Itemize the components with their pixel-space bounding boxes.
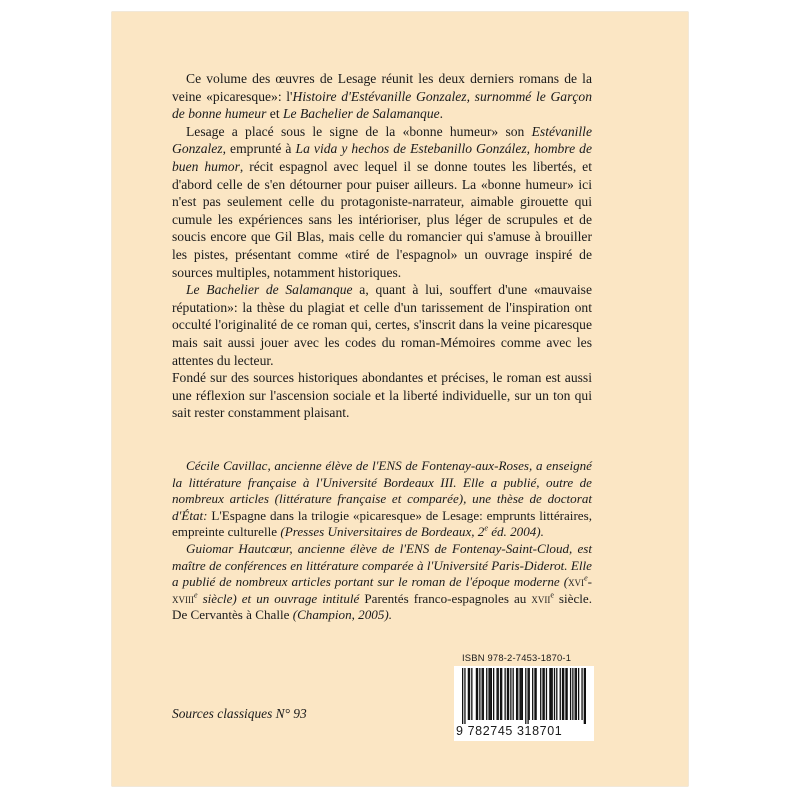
bio-hautcoeur: Guiomar Hautcœur, ancienne élève de l'ENS de Fontenay-Saint-Cloud, est maître de conférences en littérature comparée à l'Université Paris-Diderot. Elle a publié de nombreux articles portant sur le roman de l'époque moderne (xvi$^e$-xviii$^e$ siècle) et un ouvrage intitulé Parentés franco-espagnoles au xvii$^e$ siècle. De Cervantès à Challe (Champion, 2005). xyxy=(172,540,592,623)
isbn-block xyxy=(454,652,594,741)
author-bios xyxy=(172,458,592,624)
barcode-icon xyxy=(462,668,586,724)
barcode-area xyxy=(454,666,594,741)
barcode-digits: 9 782745 318701 xyxy=(456,724,563,738)
back-cover xyxy=(112,12,688,786)
isbn-label: ISBN 978-2-7453-1870-1 xyxy=(462,652,572,663)
series-title: Sources classiques N° 93 xyxy=(172,706,307,721)
blurb-paragraph-2: Lesage a placé sous le signe de la «bonne humeur» son Estévanille Gonzalez, emprunté à La vida y hechos de Estebanillo González, hombre de buen humor, récit espagnol avec lequel il se donne toutes les libertés, et d'abord celle de s'en détourner pour puiser ailleurs. La «bonne humeur» ici n'est pas seulement celle du protagoniste-narrateur, aimable girouette qui cumule les expériences sans les intérioriser, plus léger de scrupules et de soucis encore que Gil Blas, mais celle du romancier qui s'amuse à brouiller les pistes, présentant comme «tiré de l'espagnol» un ouvrage inspiré de sources multiples, notamment historiques. xyxy=(172,123,592,280)
blurb-paragraph-4: Fondé sur des sources historiques abondantes et précises, le roman est aussi une réflexion sur l'ascension sociale et la liberté individuelle, sur un ton qui sait rester constamment plaisant. xyxy=(172,370,592,421)
blurb-text xyxy=(172,70,592,422)
blurb-paragraph-3: Le Bachelier de Salamanque a, quant à lui, souffert d'une «mauvaise réputation»: la thèse du plagiat et celle d'un tarissement de l'inspiration ont occulté l'originalité de ce roman qui, certes, s'inscrit dans la veine picaresque mais sait aussi jouer avec les codes du roman-Mémoires comme avec les attentes du lecteur. xyxy=(172,282,592,368)
bio-cavillac: Cécile Cavillac, ancienne élève de l'ENS de Fontenay-aux-Roses, a enseigné la littérature française à l'Université Bordeaux III. Elle a publié, outre de nombreux articles (littérature française et comparée), une thèse de doctorat d'État: L'Espagne dans la trilogie «picaresque» de Lesage: emprunts littéraires, empreinte culturelle (Presses Universitaires de Bordeaux, 2e éd. 2004). xyxy=(172,458,592,540)
blurb-paragraph-1: Ce volume des œuvres de Lesage réunit les deux derniers romans de la veine «picaresque»: l'Histoire d'Estévanille Gonzalez, surnommé le Garçon de bonne humeur et Le Bachelier de Salamanque. xyxy=(172,71,592,122)
